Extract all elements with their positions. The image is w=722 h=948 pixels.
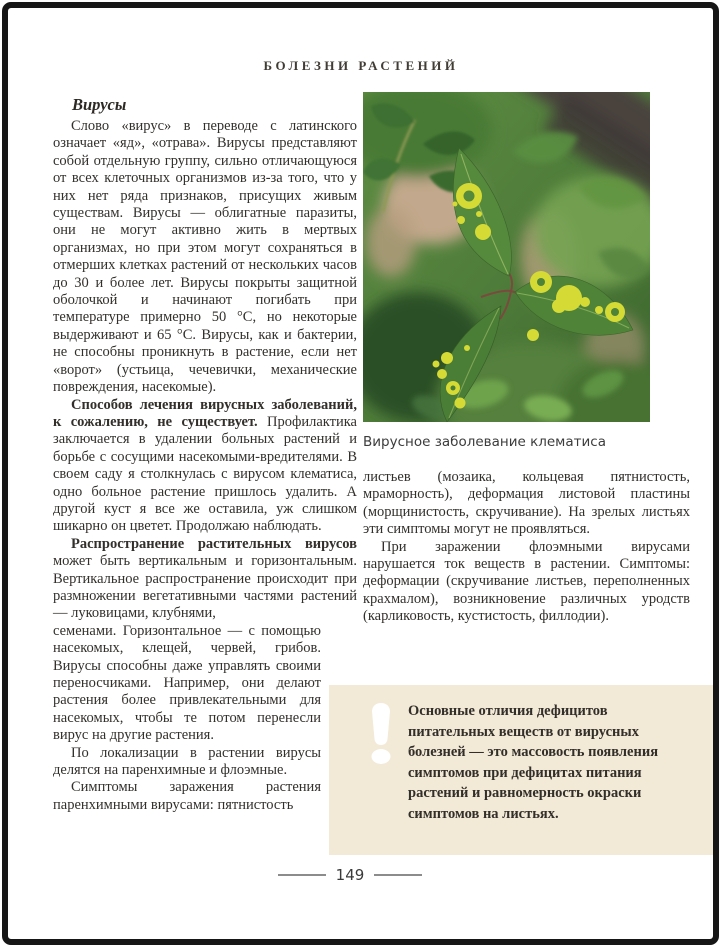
page-footer (0, 866, 700, 884)
paragraph: листьев (мозаика, кольцевая пятнистость, мраморность), деформация листовой пластины (морщинистость, скручивание). На зрелых листьях эти симптомы могут не проявляться. (363, 469, 690, 538)
left-text-column (53, 94, 357, 814)
left-column-narrowed-block (53, 623, 321, 814)
paragraph: Распространение растительных вирусов может быть вертикальным и горизонтальным. Вертикальное распространение происходит при размножении вегетативными частями растений — луковицами, клубнями, (53, 535, 357, 622)
callout-text: Основные отличия дефицитов питательных веществ от вирусных болезней — это массовость появления симптомов при дефицитах питания растений и равномерность окраски симптомов на листьях. (408, 703, 659, 822)
footer-rule-right (374, 874, 422, 876)
page-number: 149 (335, 866, 365, 884)
clematis-photo (363, 92, 650, 422)
paragraph: Способов лечения вирусных заболеваний, к сожалению, не существует. Профилактика заключается в удалении больных растений и борьбе с сосущими насекомыми-вредителями. В своем саду я столкнулась с вирусом клематиса, одно больное растение пришлось удалить. А другой куст я все же оставила, уж слишком шикарно он цветет. Продолжаю наблюдать. (53, 396, 357, 535)
paragraph: По локализации в растении вирусы делятся на паренхимные и флоэмные. (53, 744, 321, 779)
right-text-column (363, 92, 690, 626)
paragraph: При заражении флоэмными вирусами нарушается ток веществ в растении. Симптомы: деформации (скручивание листьев, переполненных крахмалом), возникновение различных уродств (карликовость, кустистость, филлодии). (363, 538, 690, 625)
right-paragraphs (363, 469, 690, 626)
footer-rule-left (278, 874, 326, 876)
page-header: БОЛЕЗНИ РАСТЕНИЙ (263, 58, 459, 73)
exclamation-icon (370, 703, 392, 765)
paragraph: Симптомы заражения растения паренхимными вирусами: пятнистость (53, 779, 321, 813)
paragraph: Слово «вирус» в переводе с латинского означает «яд», «отрава». Вирусы представляют собой отдельную группу, сильно отличающуюся от всех клеточных организмов из-за того, что у них нет ряда признаков, присущих живым существам. Вирусы — облигатные паразиты, они не могут активно жить в мертвых организмах, но при этом могут сохраняться в отмерших клетках растений от нескольких часов до 30 и более лет. Вирусы покрыты защитной оболочкой и начинают погибать при температуре примерно 50 °C, но некоторые выдерживают и 65 °C. Вирусы, как и бактерии, не способны проникнуть в растение, если нет «ворот» (устьица, чечевички, механические повреждения, насекомые). (53, 118, 357, 396)
photo-caption: Вирусное заболевание клематиса (363, 434, 606, 450)
callout-box (329, 685, 713, 855)
paragraph: семенами. Горизонтальное — с помощью насекомых, клещей, червей, грибов. Вирусы способны даже управлять своими переносчиками. Например, они делают растения более привлекательными для насекомых, чтобы те потом перенесли вирус на другие растения. (53, 622, 321, 744)
section-heading-viruses: Вирусы (72, 95, 127, 114)
